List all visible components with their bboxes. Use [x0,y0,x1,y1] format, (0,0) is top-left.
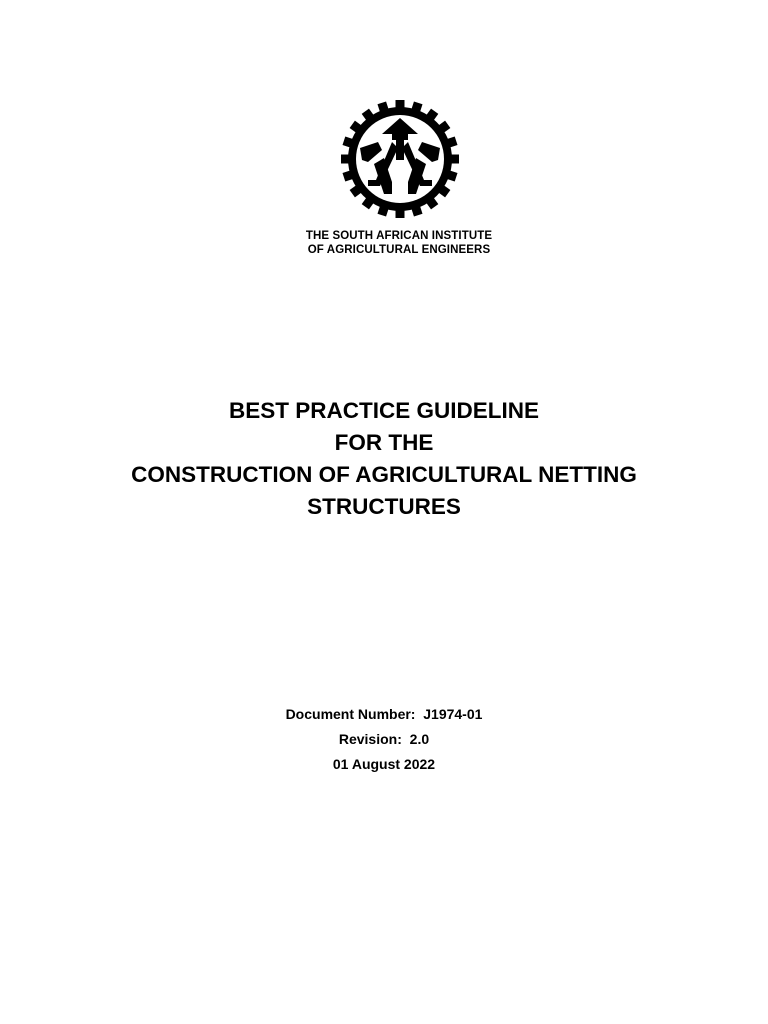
institute-name [0,229,768,257]
institute-name-line-2: OF AGRICULTURAL ENGINEERS [307,244,491,256]
document-title-line-4: STRUCTURES [307,494,461,519]
saiae-gear-emblem-icon [338,100,462,218]
document-title-line-2: FOR THE [334,430,434,455]
document-title-line-3: CONSTRUCTION OF AGRICULTURAL NETTING [131,462,637,487]
revision [0,727,768,752]
document-title-line-1: BEST PRACTICE GUIDELINE [228,398,540,423]
document-title [0,395,768,523]
document-info [0,702,768,777]
revision-label: Revision: [338,731,402,747]
document-date: 01 August 2022 [332,756,436,772]
document-number-label: Document Number: [285,706,416,722]
revision-value: 2.0 [409,731,430,747]
document-number [0,702,768,727]
document-number-value: J1974-01 [423,706,483,722]
institute-name-line-1: THE SOUTH AFRICAN INSTITUTE [305,230,493,242]
